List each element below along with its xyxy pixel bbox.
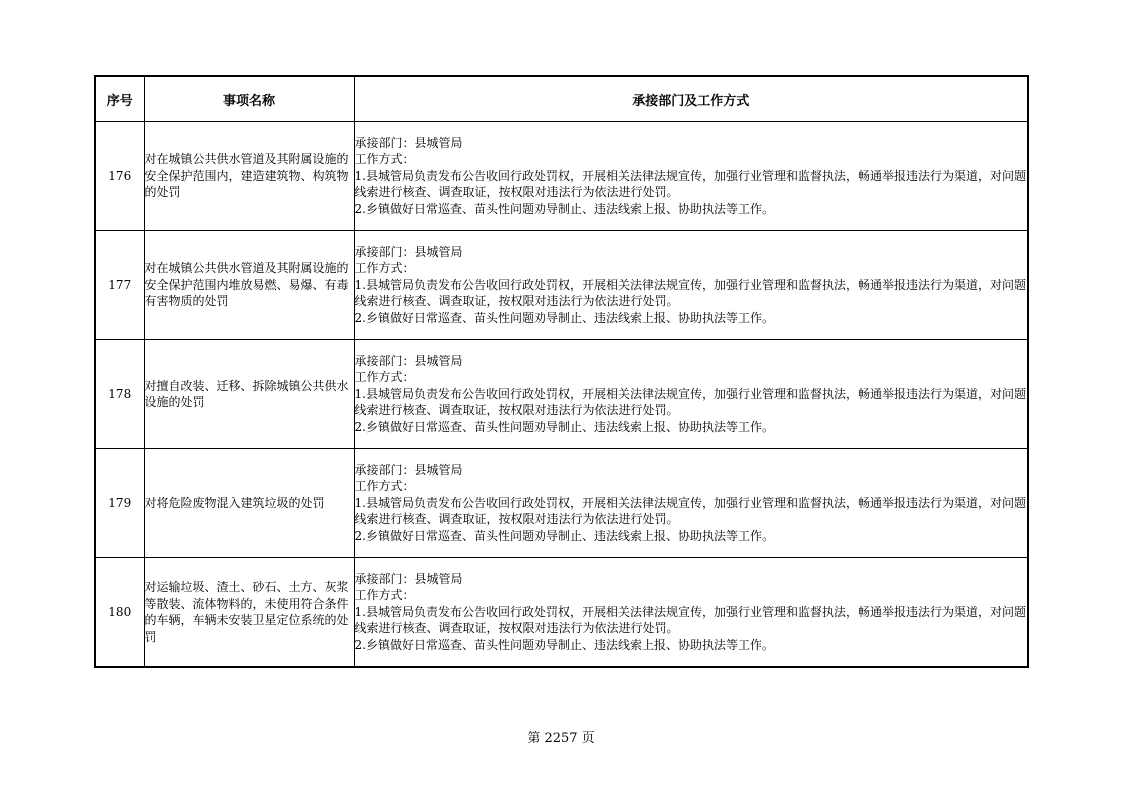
table-row xyxy=(95,558,1028,668)
dept-line: 承接部门：县城管局 xyxy=(354,135,463,150)
method-item-1: 1.县城管局负责发布公告收回行政处罚权，开展相关法律法规宣传，加强行业管理和监督执法，畅通举报违法行为渠道，对问题线索进行核查、调查取证，按权限对违法行为依法进行处罚。 xyxy=(354,386,1026,418)
row-dept xyxy=(354,449,1028,558)
row-name: 对运输垃圾、渣土、砂石、土方、灰浆等散装、流体物料的，未使用符合条件的车辆，车辆未安装卫星定位系统的处罚 xyxy=(144,558,354,668)
method-item-2: 2.乡镇做好日常巡查、苗头性问题劝导制止、违法线索上报、协助执法等工作。 xyxy=(354,201,774,216)
header-dept: 承接部门及工作方式 xyxy=(354,76,1028,122)
table-row xyxy=(95,340,1028,449)
row-name: 对擅自改装、迁移、拆除城镇公共供水设施的处罚 xyxy=(144,340,354,449)
row-dept xyxy=(354,340,1028,449)
row-num: 177 xyxy=(95,231,144,340)
header-name: 事项名称 xyxy=(144,76,354,122)
dept-line: 承接部门：县城管局 xyxy=(354,244,463,259)
method-item-2: 2.乡镇做好日常巡查、苗头性问题劝导制止、违法线索上报、协助执法等工作。 xyxy=(354,637,774,652)
dept-line: 承接部门：县城管局 xyxy=(354,462,463,477)
method-item-1: 1.县城管局负责发布公告收回行政处罚权，开展相关法律法规宣传，加强行业管理和监督执法，畅通举报违法行为渠道，对问题线索进行核查、调查取证，按权限对违法行为依法进行处罚。 xyxy=(354,277,1026,309)
table-header-row xyxy=(95,76,1028,122)
row-name: 对在城镇公共供水管道及其附属设施的安全保护范围内堆放易燃、易爆、有毒有害物质的处罚 xyxy=(144,231,354,340)
method-label: 工作方式： xyxy=(354,588,415,603)
method-label: 工作方式： xyxy=(354,479,415,494)
header-num: 序号 xyxy=(95,76,144,122)
row-num: 179 xyxy=(95,449,144,558)
method-item-1: 1.县城管局负责发布公告收回行政处罚权，开展相关法律法规宣传，加强行业管理和监督执法，畅通举报违法行为渠道，对问题线索进行核查、调查取证，按权限对违法行为依法进行处罚。 xyxy=(354,495,1026,527)
row-num: 178 xyxy=(95,340,144,449)
row-dept xyxy=(354,558,1028,668)
table-row xyxy=(95,449,1028,558)
method-item-2: 2.乡镇做好日常巡查、苗头性问题劝导制止、违法线索上报、协助执法等工作。 xyxy=(354,310,774,325)
row-dept xyxy=(354,122,1028,231)
method-label: 工作方式： xyxy=(354,370,415,385)
row-num: 176 xyxy=(95,122,144,231)
dept-line: 承接部门：县城管局 xyxy=(354,353,463,368)
items-table xyxy=(94,75,1029,668)
method-item-1: 1.县城管局负责发布公告收回行政处罚权，开展相关法律法规宣传，加强行业管理和监督执法，畅通举报违法行为渠道，对问题线索进行核查、调查取证，按权限对违法行为依法进行处罚。 xyxy=(354,168,1026,200)
dept-line: 承接部门：县城管局 xyxy=(354,571,463,586)
table-row xyxy=(95,231,1028,340)
row-dept xyxy=(354,231,1028,340)
row-name: 对将危险废物混入建筑垃圾的处罚 xyxy=(144,449,354,558)
page-number: 第 2257 页 xyxy=(527,731,595,746)
method-item-2: 2.乡镇做好日常巡查、苗头性问题劝导制止、违法线索上报、协助执法等工作。 xyxy=(354,419,774,434)
row-num: 180 xyxy=(95,558,144,668)
method-label: 工作方式： xyxy=(354,261,415,276)
table-row xyxy=(95,122,1028,231)
method-label: 工作方式： xyxy=(354,152,415,167)
method-item-1: 1.县城管局负责发布公告收回行政处罚权，开展相关法律法规宣传，加强行业管理和监督执法，畅通举报违法行为渠道，对问题线索进行核查、调查取证，按权限对违法行为依法进行处罚。 xyxy=(354,604,1026,636)
row-name: 对在城镇公共供水管道及其附属设施的安全保护范围内，建造建筑物、构筑物的处罚 xyxy=(144,122,354,231)
method-item-2: 2.乡镇做好日常巡查、苗头性问题劝导制止、违法线索上报、协助执法等工作。 xyxy=(354,528,774,543)
